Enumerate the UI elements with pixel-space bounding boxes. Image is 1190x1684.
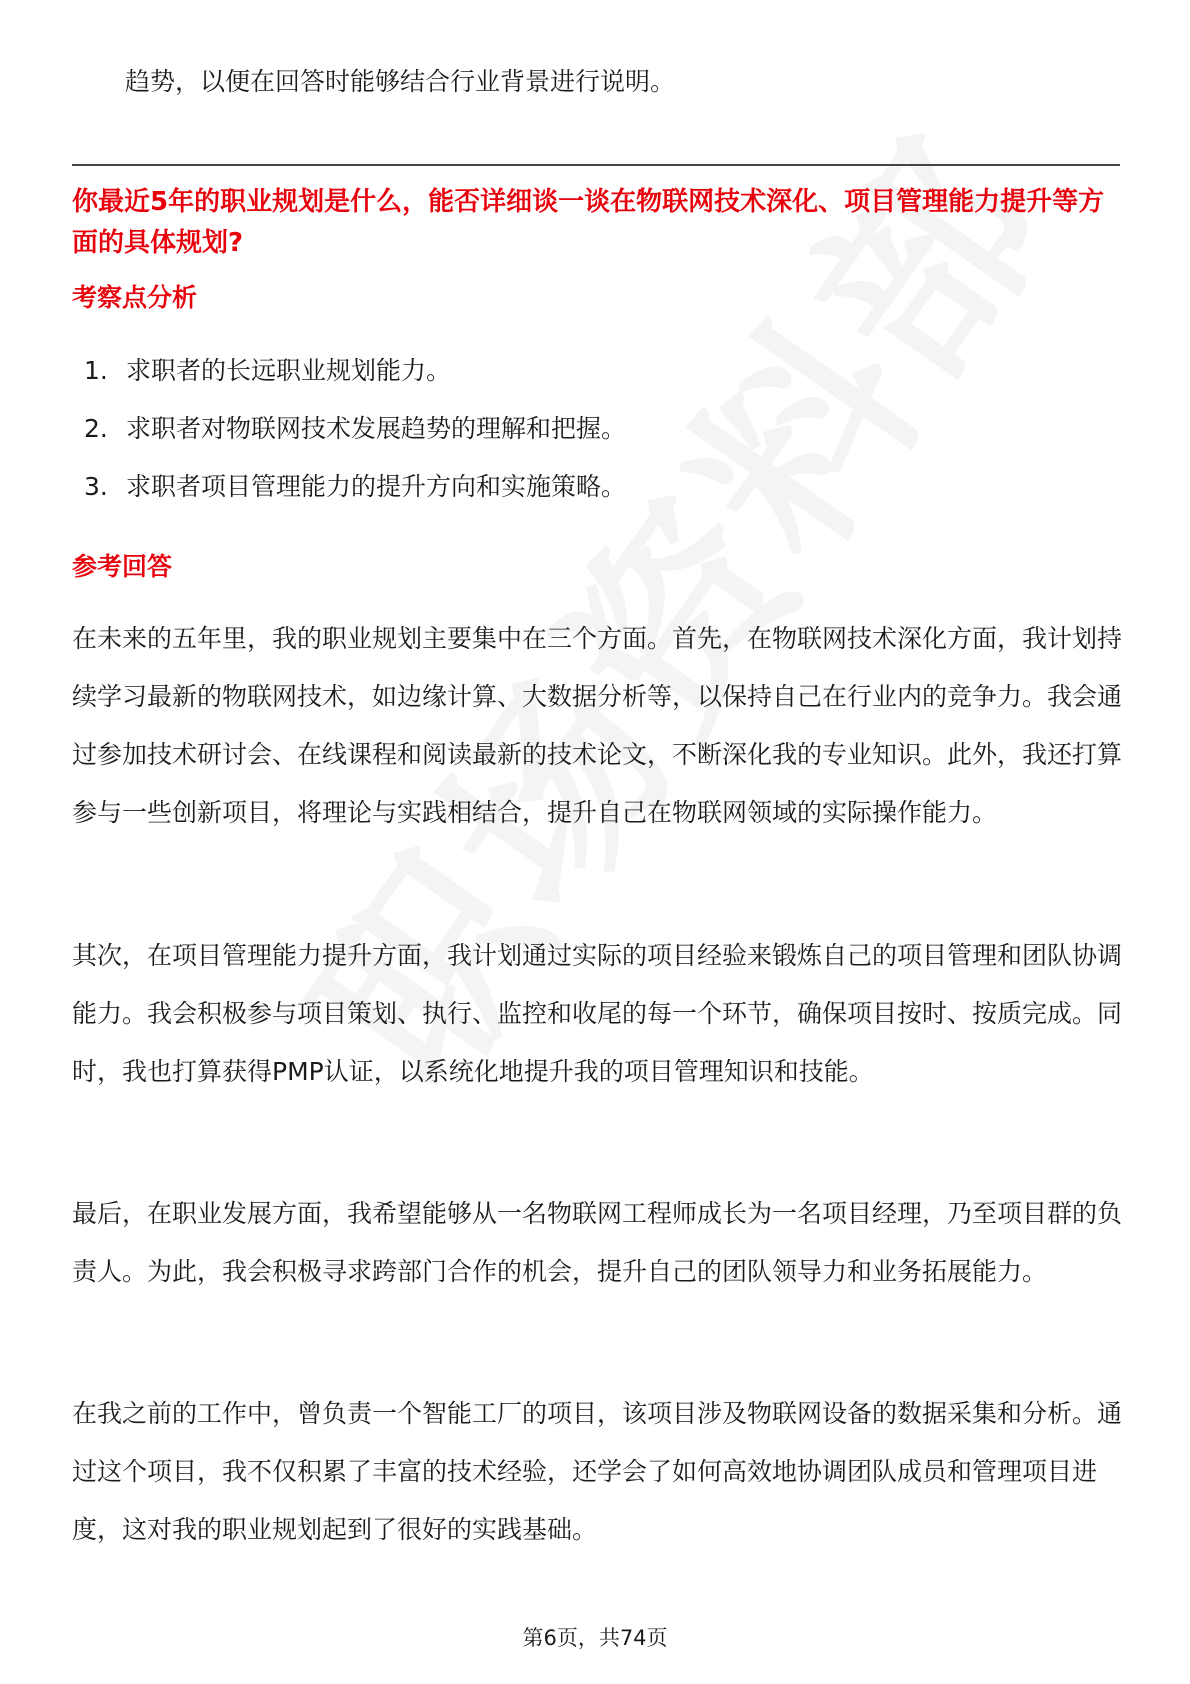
list-item [84,411,626,469]
list-item-number: 1. [84,356,108,385]
section-divider [72,164,1120,166]
list-item-number: 3. [84,472,108,501]
question-title: 你最近5年的职业规划是什么，能否详细谈一谈在物联网技术深化、项目管理能力提升等方面的具体规划? [72,187,1105,258]
answer-paragraph: 其次，在项目管理能力提升方面，我计划通过实际的项目经验来锻炼自己的项目管理和团队协调能力。我会积极参与项目策划、执行、监控和收尾的每一个环节，确保项目按时、按质完成。同时，我也打算获得PMP认证，以系统化地提升我的项目管理知识和技能。 [72,941,1123,1086]
list-item-text: 求职者对物联网技术发展趋势的理解和把握。 [126,414,627,443]
analysis-heading: 考察点分析 [72,283,198,312]
answer-paragraph: 在未来的五年里，我的职业规划主要集中在三个方面。首先，在物联网技术深化方面，我计划持续学习最新的物联网技术，如边缘计算、大数据分析等，以保持自己在行业内的竞争力。我会通过参加技术研讨会、在线课程和阅读最新的技术论文，不断深化我的专业知识。此外，我还打算参与一些创新项目，将理论与实践相结合，提升自己在物联网领域的实际操作能力。 [72,624,1123,827]
answer-paragraph: 在我之前的工作中，曾负责一个智能工厂的项目，该项目涉及物联网设备的数据采集和分析。通过这个项目，我不仅积累了丰富的技术经验，还学会了如何高效地协调团队成员和管理项目进度，这对我的职业规划起到了很好的实践基础。 [72,1399,1123,1544]
page-number: 第6页，共74页 [522,1626,668,1650]
analysis-point-list [84,353,626,527]
answer-paragraph: 最后，在职业发展方面，我希望能够从一名物联网工程师成长为一名项目经理，乃至项目群的负责人。为此，我会积极寻求跨部门合作的机会，提升自己的团队领导力和业务拓展能力。 [72,1199,1123,1286]
list-item-number: 2. [84,414,108,443]
list-item [84,469,626,527]
answer-heading: 参考回答 [72,552,173,581]
list-item-text: 求职者项目管理能力的提升方向和实施策略。 [126,472,627,501]
continuation-text: 趋势，以便在回答时能够结合行业背景进行说明。 [125,67,676,96]
list-item-text: 求职者的长远职业规划能力。 [126,356,452,385]
list-item [84,353,626,411]
